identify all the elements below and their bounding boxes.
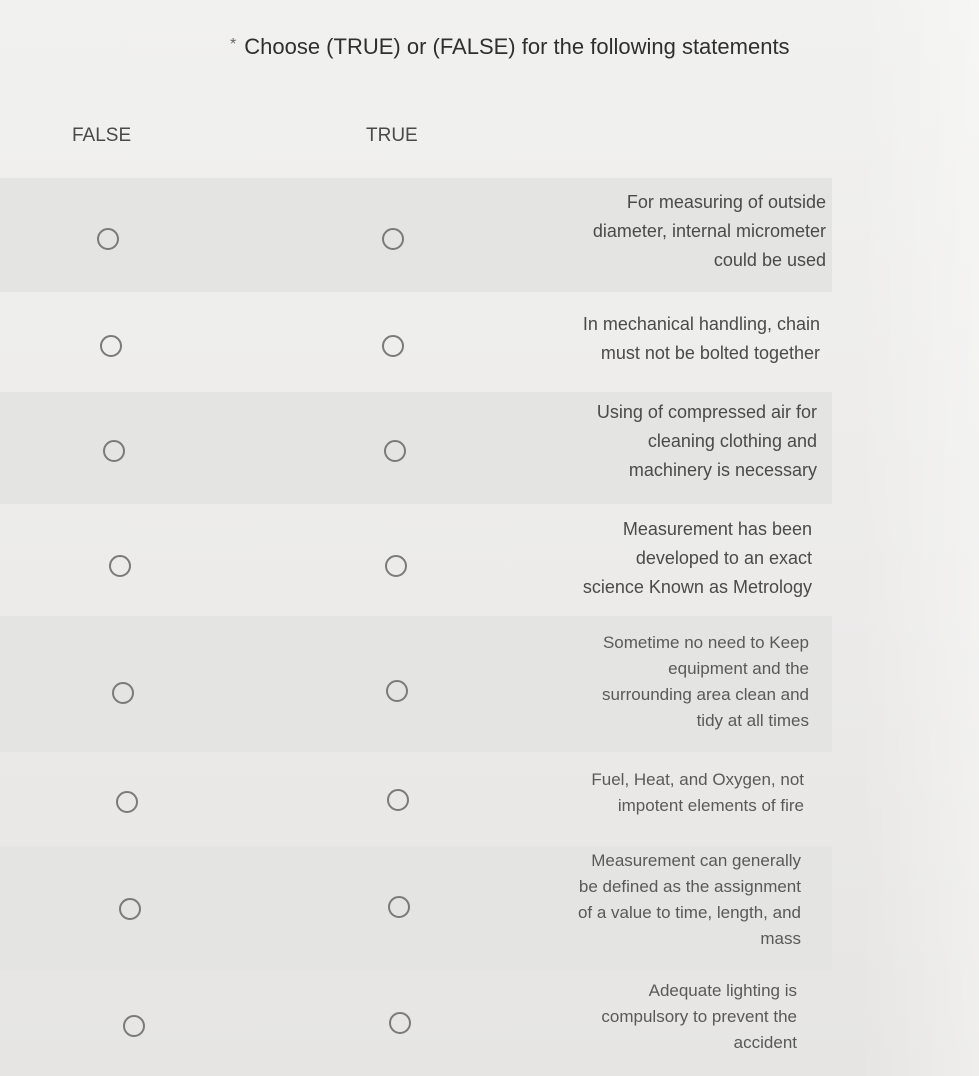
radio-false-row-4[interactable] <box>109 555 131 577</box>
radio-true-row-5[interactable] <box>386 680 408 702</box>
radio-false-row-1[interactable] <box>97 228 119 250</box>
statement-row-5: Sometime no need to Keep equipment and the surrounding area clean and tidy at all times <box>602 633 809 730</box>
required-asterisk: * <box>230 36 237 53</box>
statement-row-2: In mechanical handling, chain must not be bolted together <box>582 314 820 363</box>
radio-true-row-3[interactable] <box>384 440 406 462</box>
radio-true-row-8[interactable] <box>389 1012 411 1034</box>
radio-false-row-8[interactable] <box>123 1015 145 1037</box>
radio-true-row-4[interactable] <box>385 555 407 577</box>
question-title <box>230 34 790 60</box>
radio-true-row-2[interactable] <box>382 335 404 357</box>
radio-true-row-6[interactable] <box>387 789 409 811</box>
radio-false-row-7[interactable] <box>119 898 141 920</box>
radio-false-row-3[interactable] <box>103 440 125 462</box>
statement-row-1: For measuring of outside diameter, internal micrometer could be used <box>592 192 826 270</box>
radio-false-row-5[interactable] <box>112 682 134 704</box>
radio-true-row-1[interactable] <box>382 228 404 250</box>
statement-row-8: Adequate lighting is compulsory to prevent the accident <box>601 981 797 1052</box>
statement-row-4: Measurement has been developed to an exact science Known as Metrology <box>582 519 812 597</box>
question-text: Choose (TRUE) or (FALSE) for the following statements <box>244 34 790 59</box>
statement-row-3: Using of compressed air for cleaning clothing and machinery is necessary <box>596 402 817 480</box>
statement-row-6: Fuel, Heat, and Oxygen, not impotent elements of fire <box>591 770 804 815</box>
right-edge-glare <box>859 0 979 1076</box>
column-header-true: TRUE <box>366 125 418 146</box>
radio-false-row-6[interactable] <box>116 791 138 813</box>
radio-false-row-2[interactable] <box>100 335 122 357</box>
statement-row-7: Measurement can generally be defined as the assignment of a value to time, length, and mass <box>577 851 801 948</box>
column-header-false: FALSE <box>72 125 132 146</box>
radio-true-row-7[interactable] <box>388 896 410 918</box>
